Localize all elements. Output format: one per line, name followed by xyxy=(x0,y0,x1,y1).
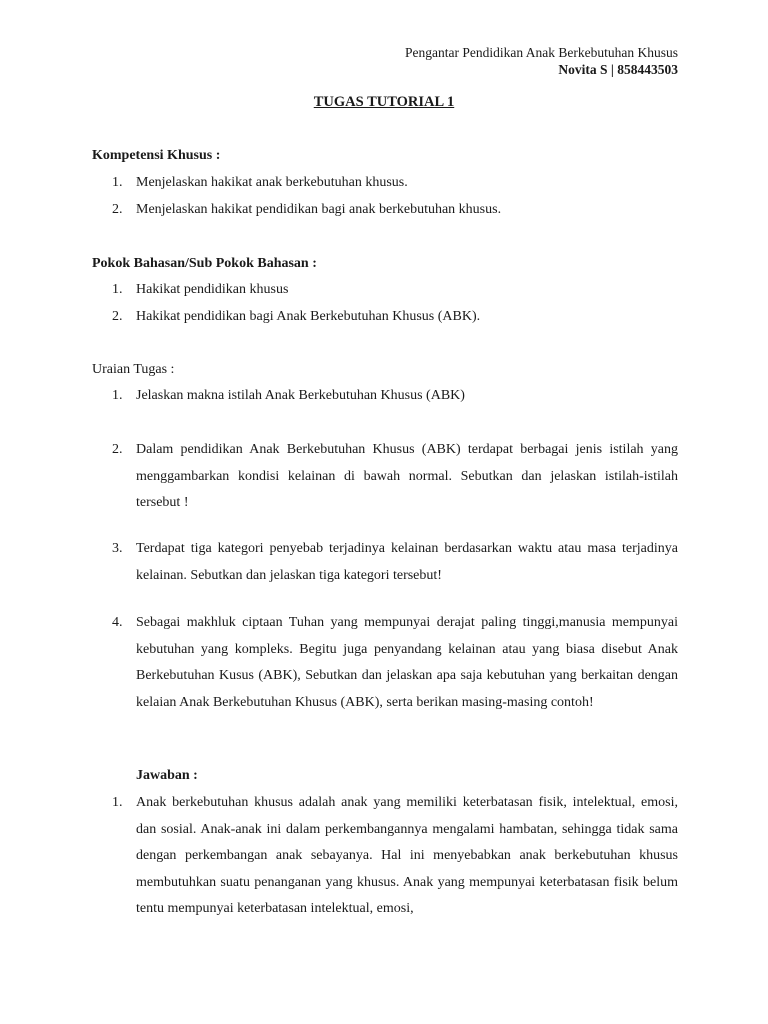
item-text: Hakikat pendidikan bagi Anak Berkebutuhan Khusus (ABK). xyxy=(136,309,481,324)
page-title: TUGAS TUTORIAL 1 xyxy=(313,94,455,110)
item-number: 4. xyxy=(112,615,123,630)
list-item xyxy=(112,170,678,197)
item-text: Hakikat pendidikan khusus xyxy=(136,282,289,297)
item-text: Jelaskan makna istilah Anak Berkebutuhan Khusus (ABK) xyxy=(136,388,465,403)
item-text: Anak berkebutuhan khusus adalah anak yang memiliki keterbatasan fisik, intelektual, emosi, dan sosial. Anak-anak ini dalam perkembangannya mengalami hambatan, sehingga tidak sama dengan perkembangan anak sebayanya. Hal ini menyebabkan anak berkebutuhan khusus membutuhkan suatu penanganan yang khusus. Anak yang mempunyai keterbatasan fisik belum tentu mempunyai keterbatasan intelektual, emosi, xyxy=(136,795,678,916)
list-item xyxy=(112,536,678,589)
list-item xyxy=(112,437,678,517)
item-text: Menjelaskan hakikat pendidikan bagi anak berkebutuhan khusus. xyxy=(136,202,502,217)
pokok-heading: Pokok Bahasan/Sub Pokok Bahasan : xyxy=(92,256,317,271)
kompetensi-heading: Kompetensi Khusus : xyxy=(92,148,221,163)
item-number: 1. xyxy=(112,282,123,297)
item-number: 3. xyxy=(112,541,123,556)
author-id: Novita S | 858443503 xyxy=(558,62,678,77)
list-item xyxy=(112,790,678,923)
item-number: 2. xyxy=(112,202,123,217)
jawaban-heading: Jawaban : xyxy=(136,768,198,783)
item-text: Dalam pendidikan Anak Berkebutuhan Khusus (ABK) terdapat berbagai jenis istilah yang menggambarkan kondisi kelainan di bawah normal. Sebutkan dan jelaskan istilah-istilah tersebut ! xyxy=(136,442,678,510)
item-number: 2. xyxy=(112,309,123,324)
item-text: Menjelaskan hakikat anak berkebutuhan khusus. xyxy=(136,175,408,190)
item-number: 1. xyxy=(112,795,123,810)
item-text: Sebagai makhluk ciptaan Tuhan yang mempunyai derajat paling tinggi,manusia mempunyai kebutuhan yang kompleks. Begitu juga penyandang kelainan atau yang biasa disebut Anak Berkebutuhan Kusus (ABK), Sebutkan dan jelaskan apa saja kebutuhan yang berkaitan dengan kelaian Anak Berkebutuhan Khusus (ABK), serta berikan masing-masing contoh! xyxy=(136,615,678,710)
item-number: 2. xyxy=(112,442,123,457)
list-item xyxy=(112,610,678,716)
item-text: Terdapat tiga kategori penyebab terjadinya kelainan berdasarkan waktu atau masa terjadinya kelainan. Sebutkan dan jelaskan tiga kategori tersebut! xyxy=(136,541,678,583)
uraian-heading: Uraian Tugas : xyxy=(92,362,175,377)
item-number: 1. xyxy=(112,388,123,403)
list-item xyxy=(112,383,678,410)
list-item xyxy=(112,304,678,331)
course-name: Pengantar Pendidikan Anak Berkebutuhan Khusus xyxy=(405,45,678,60)
running-header xyxy=(405,44,678,78)
item-number: 1. xyxy=(112,175,123,190)
list-item xyxy=(112,277,678,304)
list-item xyxy=(112,197,678,224)
